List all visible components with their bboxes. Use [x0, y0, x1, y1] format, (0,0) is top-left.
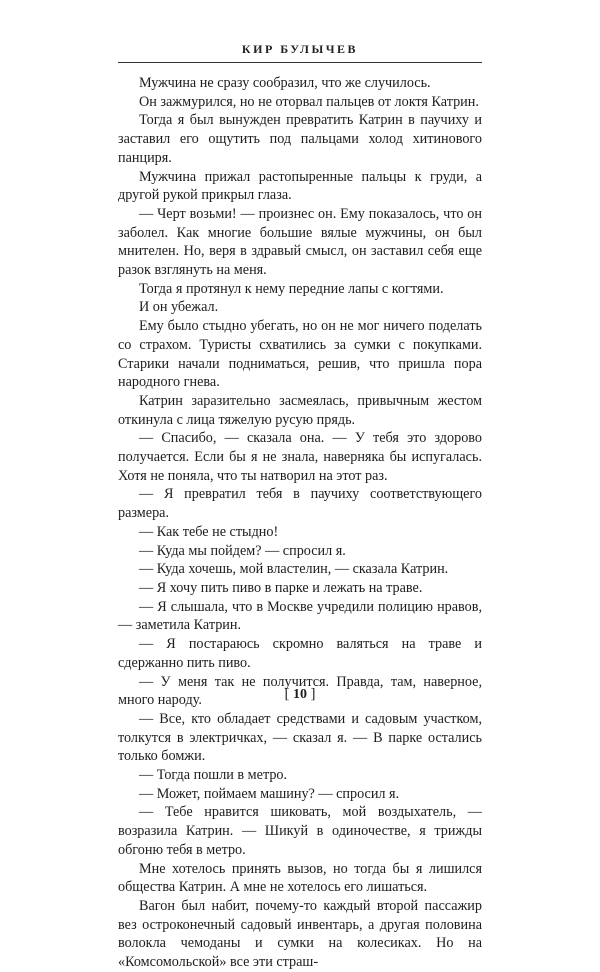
paragraph: — Как тебе не стыдно!: [139, 523, 279, 540]
paragraph: — Все, кто обладает средствами и садовым участком, толкутся в электричках, — сказал я. — В парке остались только бомжи.: [118, 710, 482, 765]
page-number-bracket-right: ]: [310, 686, 316, 702]
paragraph: Мужчина прижал растопыренные пальцы к груди, а другой рукой прикрыл глаза.: [118, 168, 482, 204]
paragraph: И он убежал.: [139, 299, 219, 316]
paragraph: Мне хотелось принять вызов, но тогда бы я лишился общества Катрин. А мне не хотелось его лишаться.: [118, 860, 482, 896]
page-number-footer: [0, 686, 600, 703]
paragraph: — Я превратил тебя в паучиху соответствующего размера.: [118, 486, 482, 522]
body-text: [118, 74, 482, 972]
page-number: 10: [293, 687, 307, 702]
paragraph: — Тогда пошли в метро.: [139, 767, 288, 784]
paragraph: — Куда хочешь, мой властелин, — сказала Катрин.: [139, 561, 449, 578]
paragraph: — Я постараюсь скромно валяться на траве и сдержанно пить пиво.: [118, 636, 482, 671]
paragraph: — Спасибо, — сказала она. — У тебя это здорово получается. Если бы я не знала, наверняка бы испугалась. Хотя не поняла, что ты натворил на этот раз.: [118, 430, 482, 484]
paragraph: — Я слышала, что в Москве учредили полицию нравов, — заметила Катрин.: [118, 598, 482, 634]
paragraph: Катрин заразительно засмеялась, привычным жестом откинула с лица тяжелую русую прядь.: [118, 392, 482, 428]
paragraph: Вагон был набит, почему-то каждый второй пассажир вез остроконечный садовый инвентарь, а другая половина волокла чемоданы и сумки на колесиках. Но на «Комсомольской» все эти страш-: [118, 897, 482, 971]
page-number-bracket-left: [: [284, 686, 290, 702]
paragraph: — Черт возьми! — произнес он. Ему показалось, что он заболел. Как многие большие вялые мужчины, он был мнителен. Но, веря в здравый смысл, он заставил себя еще разок взглянуть на меня.: [118, 205, 482, 279]
paragraph: — У меня так не получится. Правда, там, наверное, много народу.: [118, 673, 482, 709]
paragraph: — Тебе нравится шиковать, мой воздыхатель, — возразила Катрин. — Шикуй в одиночестве, я трижды обгоню тебя в метро.: [118, 804, 482, 858]
paragraph: — Куда мы пойдем? — спросил я.: [139, 542, 346, 559]
paragraph: — Может, поймаем машину? — спросил я.: [139, 785, 400, 802]
paragraph: Тогда я протянул к нему передние лапы с когтями.: [139, 280, 444, 297]
running-header: КИР БУЛЫЧЕВ: [241, 42, 359, 56]
paragraph: Мужчина не сразу сообразил, что же случилось.: [139, 75, 431, 91]
paragraph: Тогда я был вынужден превратить Катрин в паучиху и заставил его ощутить под пальцами холод хитинового панциря.: [118, 112, 482, 166]
paragraph: Он зажмурился, но не оторвал пальцев от локтя Катрин.: [139, 93, 479, 110]
paragraph: — Я хочу пить пиво в парке и лежать на траве.: [139, 579, 423, 596]
paragraph: Ему было стыдно убегать, но он не мог ничего поделать со страхом. Туристы схватились за сумки с покупками. Старики начали подниматься, решив, что пришла пора народного гнева.: [118, 318, 482, 391]
header-rule: [118, 62, 482, 63]
